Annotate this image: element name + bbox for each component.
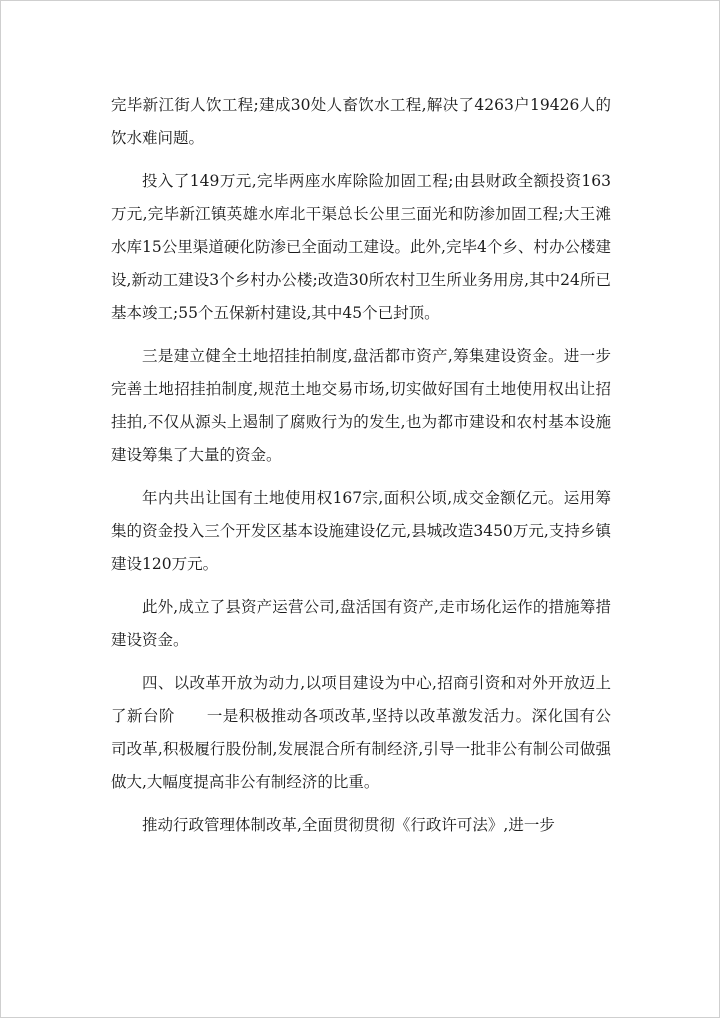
paragraph-1: 完毕新江街人饮工程;建成30处人畜饮水工程,解决了4263户19426人的饮水难问题。 bbox=[111, 96, 611, 147]
document-body bbox=[111, 89, 611, 852]
paragraph-2: 投入了149万元,完毕两座水库除险加固工程;由县财政全额投资163万元,完毕新江镇英雄水库北干渠总长公里三面光和防渗加固工程;大王滩水库15公里渠道硬化防渗已全面动工建设。此外,完毕4个乡、村办公楼建设,新动工建设3个乡村办公楼;改造30所农村卫生所业务用房,其中24所已基本竣工;55个五保新村建设,其中45个已封顶。 bbox=[111, 172, 611, 322]
paragraph-3: 三是建立健全土地招挂拍制度,盘活都市资产,筹集建设资金。进一步完善土地招挂拍制度,规范土地交易市场,切实做好国有土地使用权出让招挂拍,不仅从源头上遏制了腐败行为的发生,也为都市建设和农村基本设施建设筹集了大量的资金。 bbox=[111, 347, 611, 464]
paragraph-4: 年内共出让国有土地使用权167宗,面积公顷,成交金额亿元。运用筹集的资金投入三个开发区基本设施建设亿元,县城改造3450万元,支持乡镇建设120万元。 bbox=[111, 489, 611, 573]
paragraph-6: 四、以改革开放为动力,以项目建设为中心,招商引资和对外开放迈上了新台阶 一是积极推动各项改革,坚持以改革激发活力。深化国有公司改革,积极履行股份制,发展混合所有制经济,引导一批非公有制公司做强做大,大幅度提高非公有制经济的比重。 bbox=[111, 674, 611, 791]
paragraph-5: 此外,成立了县资产运营公司,盘活国有资产,走市场化运作的措施筹措建设资金。 bbox=[111, 598, 611, 649]
paragraph-7: 推动行政管理体制改革,全面贯彻贯彻《行政许可法》,进一步 bbox=[142, 816, 555, 834]
